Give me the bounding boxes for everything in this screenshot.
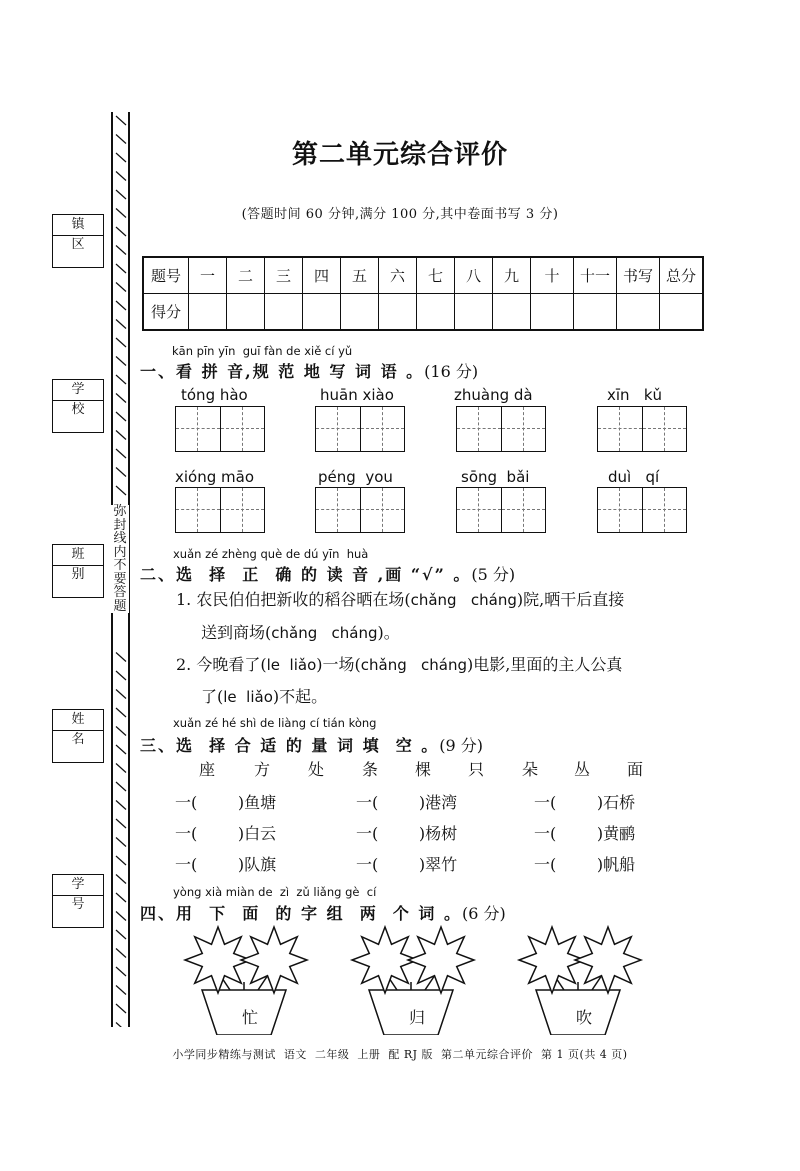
slash-mark	[116, 930, 126, 939]
score-header-cell: 十一	[574, 257, 617, 294]
score-cell[interactable]	[417, 294, 455, 331]
slash-mark	[116, 1004, 126, 1013]
measure-word: 条	[362, 760, 379, 779]
slash-mark	[116, 412, 126, 421]
slash-mark	[116, 782, 126, 791]
slash-mark	[116, 264, 126, 273]
score-header-cell: 十	[531, 257, 574, 294]
measure-word: 丛	[574, 760, 591, 779]
star-flower	[575, 927, 641, 993]
score-cell[interactable]	[227, 294, 265, 331]
score-header-cell: 三	[265, 257, 303, 294]
pinyin-word: sōng bǎi	[461, 468, 530, 486]
field-name[interactable]: 姓 名	[52, 709, 104, 763]
section1-pinyin: kān pīn yīn guī fàn de xiě cí yǔ	[172, 344, 353, 358]
measure-word: 处	[308, 760, 325, 779]
score-header-cell: 一	[189, 257, 227, 294]
section4-points: (6 分)	[462, 904, 506, 923]
score-cell[interactable]	[189, 294, 227, 331]
slash-mark	[116, 172, 126, 181]
pinyin-word: tóng hào	[181, 386, 248, 404]
pinyin-word: zhuàng dà	[454, 386, 533, 404]
section4-pinyin: yòng xià miàn de zì zǔ liǎng gè cí	[173, 885, 377, 899]
slash-mark	[116, 727, 126, 736]
pinyin-word: huān xiào	[320, 386, 394, 404]
score-cell[interactable]	[379, 294, 417, 331]
field-student-number[interactable]: 学 号	[52, 874, 104, 928]
fill-blank-item[interactable]: 一( )黄鹂	[534, 824, 636, 843]
slash-mark	[116, 967, 126, 976]
writing-box[interactable]	[175, 406, 265, 452]
fill-blank-item[interactable]: 一( )鱼塘	[175, 793, 277, 812]
slash-mark	[116, 320, 126, 329]
slash-mark	[116, 486, 126, 495]
score-header-cell: 书写	[617, 257, 660, 294]
score-header-cell: 四	[303, 257, 341, 294]
slash-mark	[116, 893, 126, 902]
score-table-header-row	[143, 257, 703, 294]
pot-char: 吹	[576, 1008, 593, 1027]
page-footer: 小学同步精练与测试 语文 二年级 上册 配 RJ 版 第二单元综合评价 第 1 页(共 4 页)	[172, 1048, 628, 1061]
slash-mark	[116, 801, 126, 810]
section2-points: (5 分)	[471, 565, 516, 584]
page-title: 第二单元综合评价	[291, 140, 508, 170]
slash-mark	[116, 246, 126, 255]
fill-blank-item[interactable]: 一( )队旗	[175, 855, 277, 874]
section2-pinyin: xuǎn zé zhèng què de dú yīn huà	[173, 547, 369, 561]
score-header-cell: 五	[341, 257, 379, 294]
exam-info: (答题时间 60 分钟,满分 100 分,其中卷面书写 3 分)	[241, 207, 559, 222]
slash-mark	[116, 653, 126, 662]
slash-mark	[116, 912, 126, 921]
measure-word: 面	[627, 760, 644, 779]
slash-mark	[116, 357, 126, 366]
score-cell[interactable]	[265, 294, 303, 331]
pinyin-word: xīn kǔ	[607, 386, 663, 404]
fill-blank-item[interactable]: 一( )杨树	[356, 824, 458, 843]
section3-pinyin: xuǎn zé hé shì de liàng cí tián kòng	[173, 716, 377, 730]
writing-box[interactable]	[456, 406, 546, 452]
score-row-label: 得分	[143, 294, 189, 331]
question-2-2-line1: 2. 今晚看了(le liǎo)一场(chǎng cháng)电影,里面的主人公真	[176, 655, 623, 674]
section1-heading	[140, 359, 478, 382]
slash-mark	[116, 986, 126, 995]
slash-mark	[116, 838, 126, 847]
fill-blank-item[interactable]: 一( )帆船	[534, 855, 636, 874]
slash-mark	[116, 190, 126, 199]
section1-title: 一、看 拼 音,规 范 地 写 词 语 。	[140, 362, 425, 381]
score-cell[interactable]	[303, 294, 341, 331]
seal-line-notice: 弥 封 线 内 不 要 答 题	[111, 505, 129, 613]
star-flower	[241, 927, 307, 993]
fill-blank-item[interactable]: 一( )港湾	[356, 793, 458, 812]
measure-word: 棵	[415, 760, 432, 779]
pot-char: 忙	[242, 1008, 259, 1027]
score-cell[interactable]	[574, 294, 617, 331]
section3-title: 三、选 择 合 适 的 量 词 填 空 。	[140, 736, 440, 755]
field-town-district[interactable]: 镇 区	[52, 214, 104, 268]
section4-title: 四、用 下 面 的 字 组 两 个 词 。	[140, 904, 462, 923]
section1-points: (16 分)	[424, 362, 479, 381]
slash-mark	[116, 283, 126, 292]
slash-mark	[116, 819, 126, 828]
writing-box[interactable]	[315, 406, 405, 452]
pinyin-word: xióng māo	[175, 468, 254, 486]
pinyin-choice[interactable]: chǎng cháng	[410, 591, 517, 609]
slash-mark	[116, 764, 126, 773]
slash-mark	[116, 301, 126, 310]
score-cell[interactable]	[660, 294, 704, 331]
pot-char: 归	[409, 1008, 426, 1027]
section2-title: 二、选 择 正 确 的 读 音 ,画 “√” 。	[140, 565, 472, 584]
slash-mark	[116, 394, 126, 403]
question-2-1-line2: 送到商场(chǎng cháng)。	[201, 623, 400, 642]
fill-blank-item[interactable]: 一( )翠竹	[356, 855, 458, 874]
star-flower	[408, 927, 474, 993]
score-cell[interactable]	[493, 294, 531, 331]
section3-heading	[140, 733, 483, 756]
score-table-score-row	[143, 294, 703, 331]
slash-mark	[116, 856, 126, 865]
slash-mark	[116, 449, 126, 458]
slash-mark	[116, 227, 126, 236]
slash-mark	[116, 745, 126, 754]
score-header-cell: 总分	[660, 257, 704, 294]
slash-mark	[116, 690, 126, 699]
slash-mark	[116, 338, 126, 347]
slash-mark	[116, 875, 126, 884]
score-header-cell: 八	[455, 257, 493, 294]
question-2-1-line1: 1. 农民伯伯把新收的稻谷晒在场(chǎng cháng)院,晒干后直接	[176, 590, 625, 609]
writing-box[interactable]	[175, 487, 265, 533]
slash-mark	[116, 949, 126, 958]
pinyin-word: péng you	[318, 468, 393, 486]
section2-heading	[140, 562, 515, 585]
pinyin-word: duì qí	[608, 468, 660, 486]
measure-word: 朵	[522, 760, 539, 779]
slash-mark	[116, 1023, 126, 1028]
fill-blank-item[interactable]: 一( )白云	[175, 824, 277, 843]
question-2-2-line2: 了(le liǎo)不起。	[201, 687, 328, 706]
slash-mark	[116, 708, 126, 717]
score-header-cell: 题号	[143, 257, 189, 294]
pinyin-choice[interactable]: chǎng cháng	[271, 624, 378, 642]
measure-word: 只	[468, 760, 485, 779]
writing-box[interactable]	[597, 406, 687, 452]
writing-box[interactable]	[456, 487, 546, 533]
field-school[interactable]: 学 校	[52, 379, 104, 433]
score-cell[interactable]	[617, 294, 660, 331]
score-cell[interactable]	[531, 294, 574, 331]
section3-points: (9 分)	[439, 736, 484, 755]
score-header-cell: 二	[227, 257, 265, 294]
slash-mark	[116, 431, 126, 440]
flower-pots-figure	[160, 920, 700, 1035]
pinyin-choice[interactable]: chǎng cháng	[360, 656, 468, 674]
measure-word: 方	[254, 760, 271, 779]
score-cell[interactable]	[341, 294, 379, 331]
slash-mark	[116, 116, 126, 125]
score-header-cell: 九	[493, 257, 531, 294]
score-cell[interactable]	[455, 294, 493, 331]
slash-mark	[116, 671, 126, 680]
writing-box[interactable]	[597, 487, 687, 533]
slash-mark	[116, 468, 126, 477]
score-header-cell: 六	[379, 257, 417, 294]
slash-mark	[116, 375, 126, 384]
field-class[interactable]: 班 别	[52, 544, 104, 598]
score-table	[142, 256, 704, 331]
pinyin-choice[interactable]: le liǎo	[223, 688, 273, 706]
pinyin-choice[interactable]: le liǎo	[266, 656, 317, 674]
score-header-cell: 七	[417, 257, 455, 294]
fill-blank-item[interactable]: 一( )石桥	[534, 793, 636, 812]
measure-word: 座	[199, 760, 216, 779]
writing-box[interactable]	[315, 487, 405, 533]
